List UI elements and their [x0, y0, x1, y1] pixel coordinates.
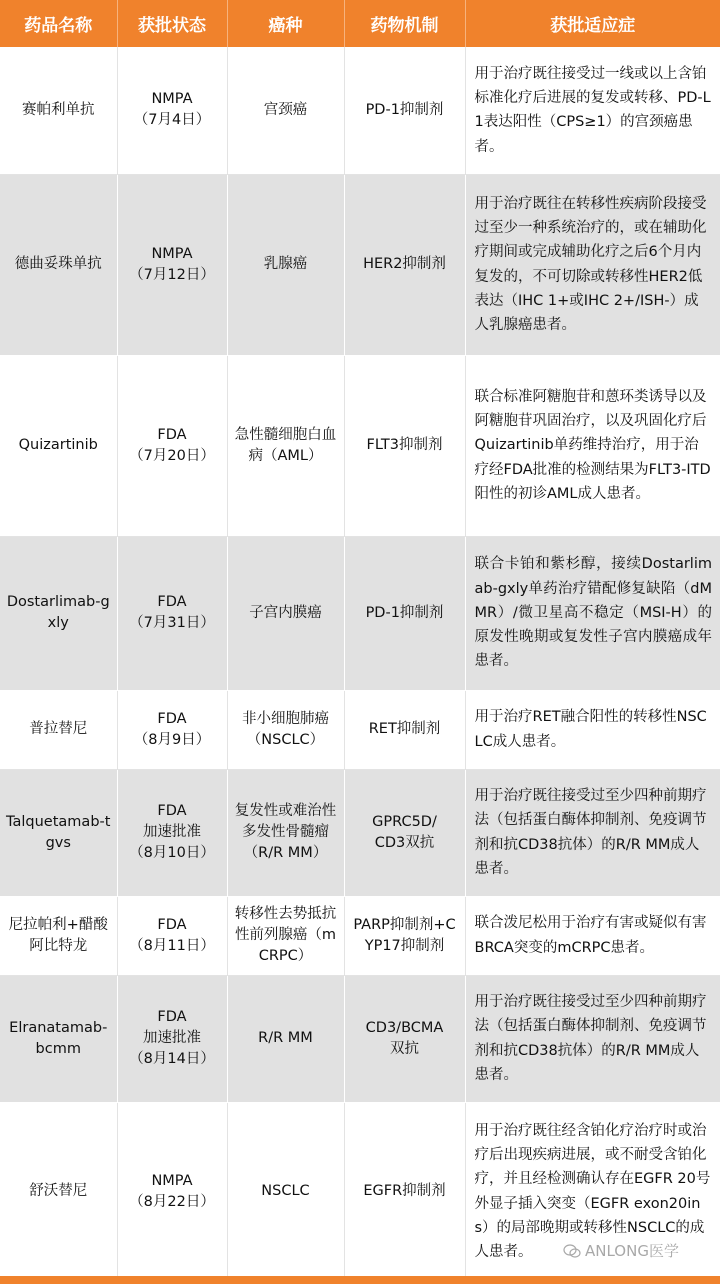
- table-row: [0, 975, 720, 1102]
- cancer-type: R/R MM: [227, 975, 344, 1102]
- drug-name: 舒沃替尼: [0, 1102, 117, 1281]
- indication: 用于治疗既往经含铂化疗治疗时或治疗后出现疾病进展，或不耐受含铂化疗，并且经检测确认存在EGFR 20号外显子插入突变（EGFR exon20ins）的局部晚期或转移性NSCLC的成人患者。: [465, 1102, 720, 1281]
- cancer-type: 宫颈癌: [227, 47, 344, 174]
- cancer-type: 急性髓细胞白血病（AML）: [227, 355, 344, 536]
- cancer-type: 非小细胞肺癌（NSCLC）: [227, 690, 344, 769]
- header-approval-status: 获批状态: [117, 0, 227, 47]
- drug-name: 尼拉帕利+醋酸阿比特龙: [0, 896, 117, 975]
- drug-name: 赛帕利单抗: [0, 47, 117, 174]
- drug-name: 德曲妥珠单抗: [0, 174, 117, 355]
- indication: 用于治疗既往接受过一线或以上含铂标准化疗后进展的复发或转移、PD-L1表达阳性（CPS≥1）的宫颈癌患者。: [465, 47, 720, 174]
- indication: 用于治疗RET融合阳性的转移性NSCLC成人患者。: [465, 690, 720, 769]
- approval-status: FDA （7月20日）: [117, 355, 227, 536]
- mechanism: GPRC5D/ CD3双抗: [344, 769, 465, 896]
- table-row: [0, 355, 720, 536]
- header-mechanism: 药物机制: [344, 0, 465, 47]
- drug-name: 普拉替尼: [0, 690, 117, 769]
- header-drug-name: 药品名称: [0, 0, 117, 47]
- bottom-accent-bar: [0, 1276, 720, 1284]
- approval-status: FDA （8月11日）: [117, 896, 227, 975]
- approval-status: FDA （7月31日）: [117, 536, 227, 690]
- table-row: [0, 896, 720, 975]
- approval-status: FDA （8月9日）: [117, 690, 227, 769]
- indication: 联合卡铂和紫杉醇，接续Dostarlimab-gxly单药治疗错配修复缺陷（dMMR）/微卫星高不稳定（MSI-H）的原发性晚期或复发性子宫内膜癌成年患者。: [465, 536, 720, 690]
- cancer-type: 子宫内膜癌: [227, 536, 344, 690]
- mechanism: RET抑制剂: [344, 690, 465, 769]
- table-row: [0, 47, 720, 174]
- watermark-text: ANLONG医学: [585, 1242, 679, 1260]
- approval-status: FDA 加速批准 （8月10日）: [117, 769, 227, 896]
- drug-name: Quizartinib: [0, 355, 117, 536]
- cancer-type: 乳腺癌: [227, 174, 344, 355]
- drug-name: Elranatamab-bcmm: [0, 975, 117, 1102]
- mechanism: PD-1抑制剂: [344, 536, 465, 690]
- approval-status: NMPA （7月4日）: [117, 47, 227, 174]
- header-indication: 获批适应症: [465, 0, 720, 47]
- table-header-row: [0, 0, 720, 47]
- approval-status: NMPA （8月22日）: [117, 1102, 227, 1281]
- approval-status: FDA 加速批准 （8月14日）: [117, 975, 227, 1102]
- mechanism: HER2抑制剂: [344, 174, 465, 355]
- header-cancer-type: 癌种: [227, 0, 344, 47]
- watermark: [563, 1240, 679, 1261]
- table-row: [0, 769, 720, 896]
- mechanism: FLT3抑制剂: [344, 355, 465, 536]
- indication: 用于治疗既往接受过至少四种前期疗法（包括蛋白酶体抑制剂、免疫调节剂和抗CD38抗体）的R/R MM成人患者。: [465, 769, 720, 896]
- cancer-type: NSCLC: [227, 1102, 344, 1281]
- cancer-type: 转移性去势抵抗性前列腺癌（mCRPC）: [227, 896, 344, 975]
- indication: 用于治疗既往在转移性疾病阶段接受过至少一种系统治疗的，或在辅助化疗期间或完成辅助化疗之后6个月内复发的，不可切除或转移性HER2低表达（IHC 1+或IHC 2+/ISH-）成人乳腺癌患者。: [465, 174, 720, 355]
- mechanism: EGFR抑制剂: [344, 1102, 465, 1281]
- mechanism: PARP抑制剂+CYP17抑制剂: [344, 896, 465, 975]
- table-row: [0, 536, 720, 690]
- mechanism: PD-1抑制剂: [344, 47, 465, 174]
- mechanism: CD3/BCMA 双抗: [344, 975, 465, 1102]
- cancer-type: 复发性或难治性多发性骨髓瘤 （R/R MM）: [227, 769, 344, 896]
- indication: 联合泼尼松用于治疗有害或疑似有害BRCA突变的mCRPC患者。: [465, 896, 720, 975]
- approval-status: NMPA （7月12日）: [117, 174, 227, 355]
- indication: 联合标准阿糖胞苷和蒽环类诱导以及阿糖胞苷巩固治疗，以及巩固化疗后Quizartinib单药维持治疗，用于治疗经FDA批准的检测结果为FLT3-ITD阳性的初诊AML成人患者。: [465, 355, 720, 536]
- drug-name: Dostarlimab-gxly: [0, 536, 117, 690]
- indication: 用于治疗既往接受过至少四种前期疗法（包括蛋白酶体抑制剂、免疫调节剂和抗CD38抗体）的R/R MM成人患者。: [465, 975, 720, 1102]
- table-row: [0, 174, 720, 355]
- wechat-icon: [563, 1244, 581, 1258]
- drug-name: Talquetamab-tgvs: [0, 769, 117, 896]
- table-row: [0, 690, 720, 769]
